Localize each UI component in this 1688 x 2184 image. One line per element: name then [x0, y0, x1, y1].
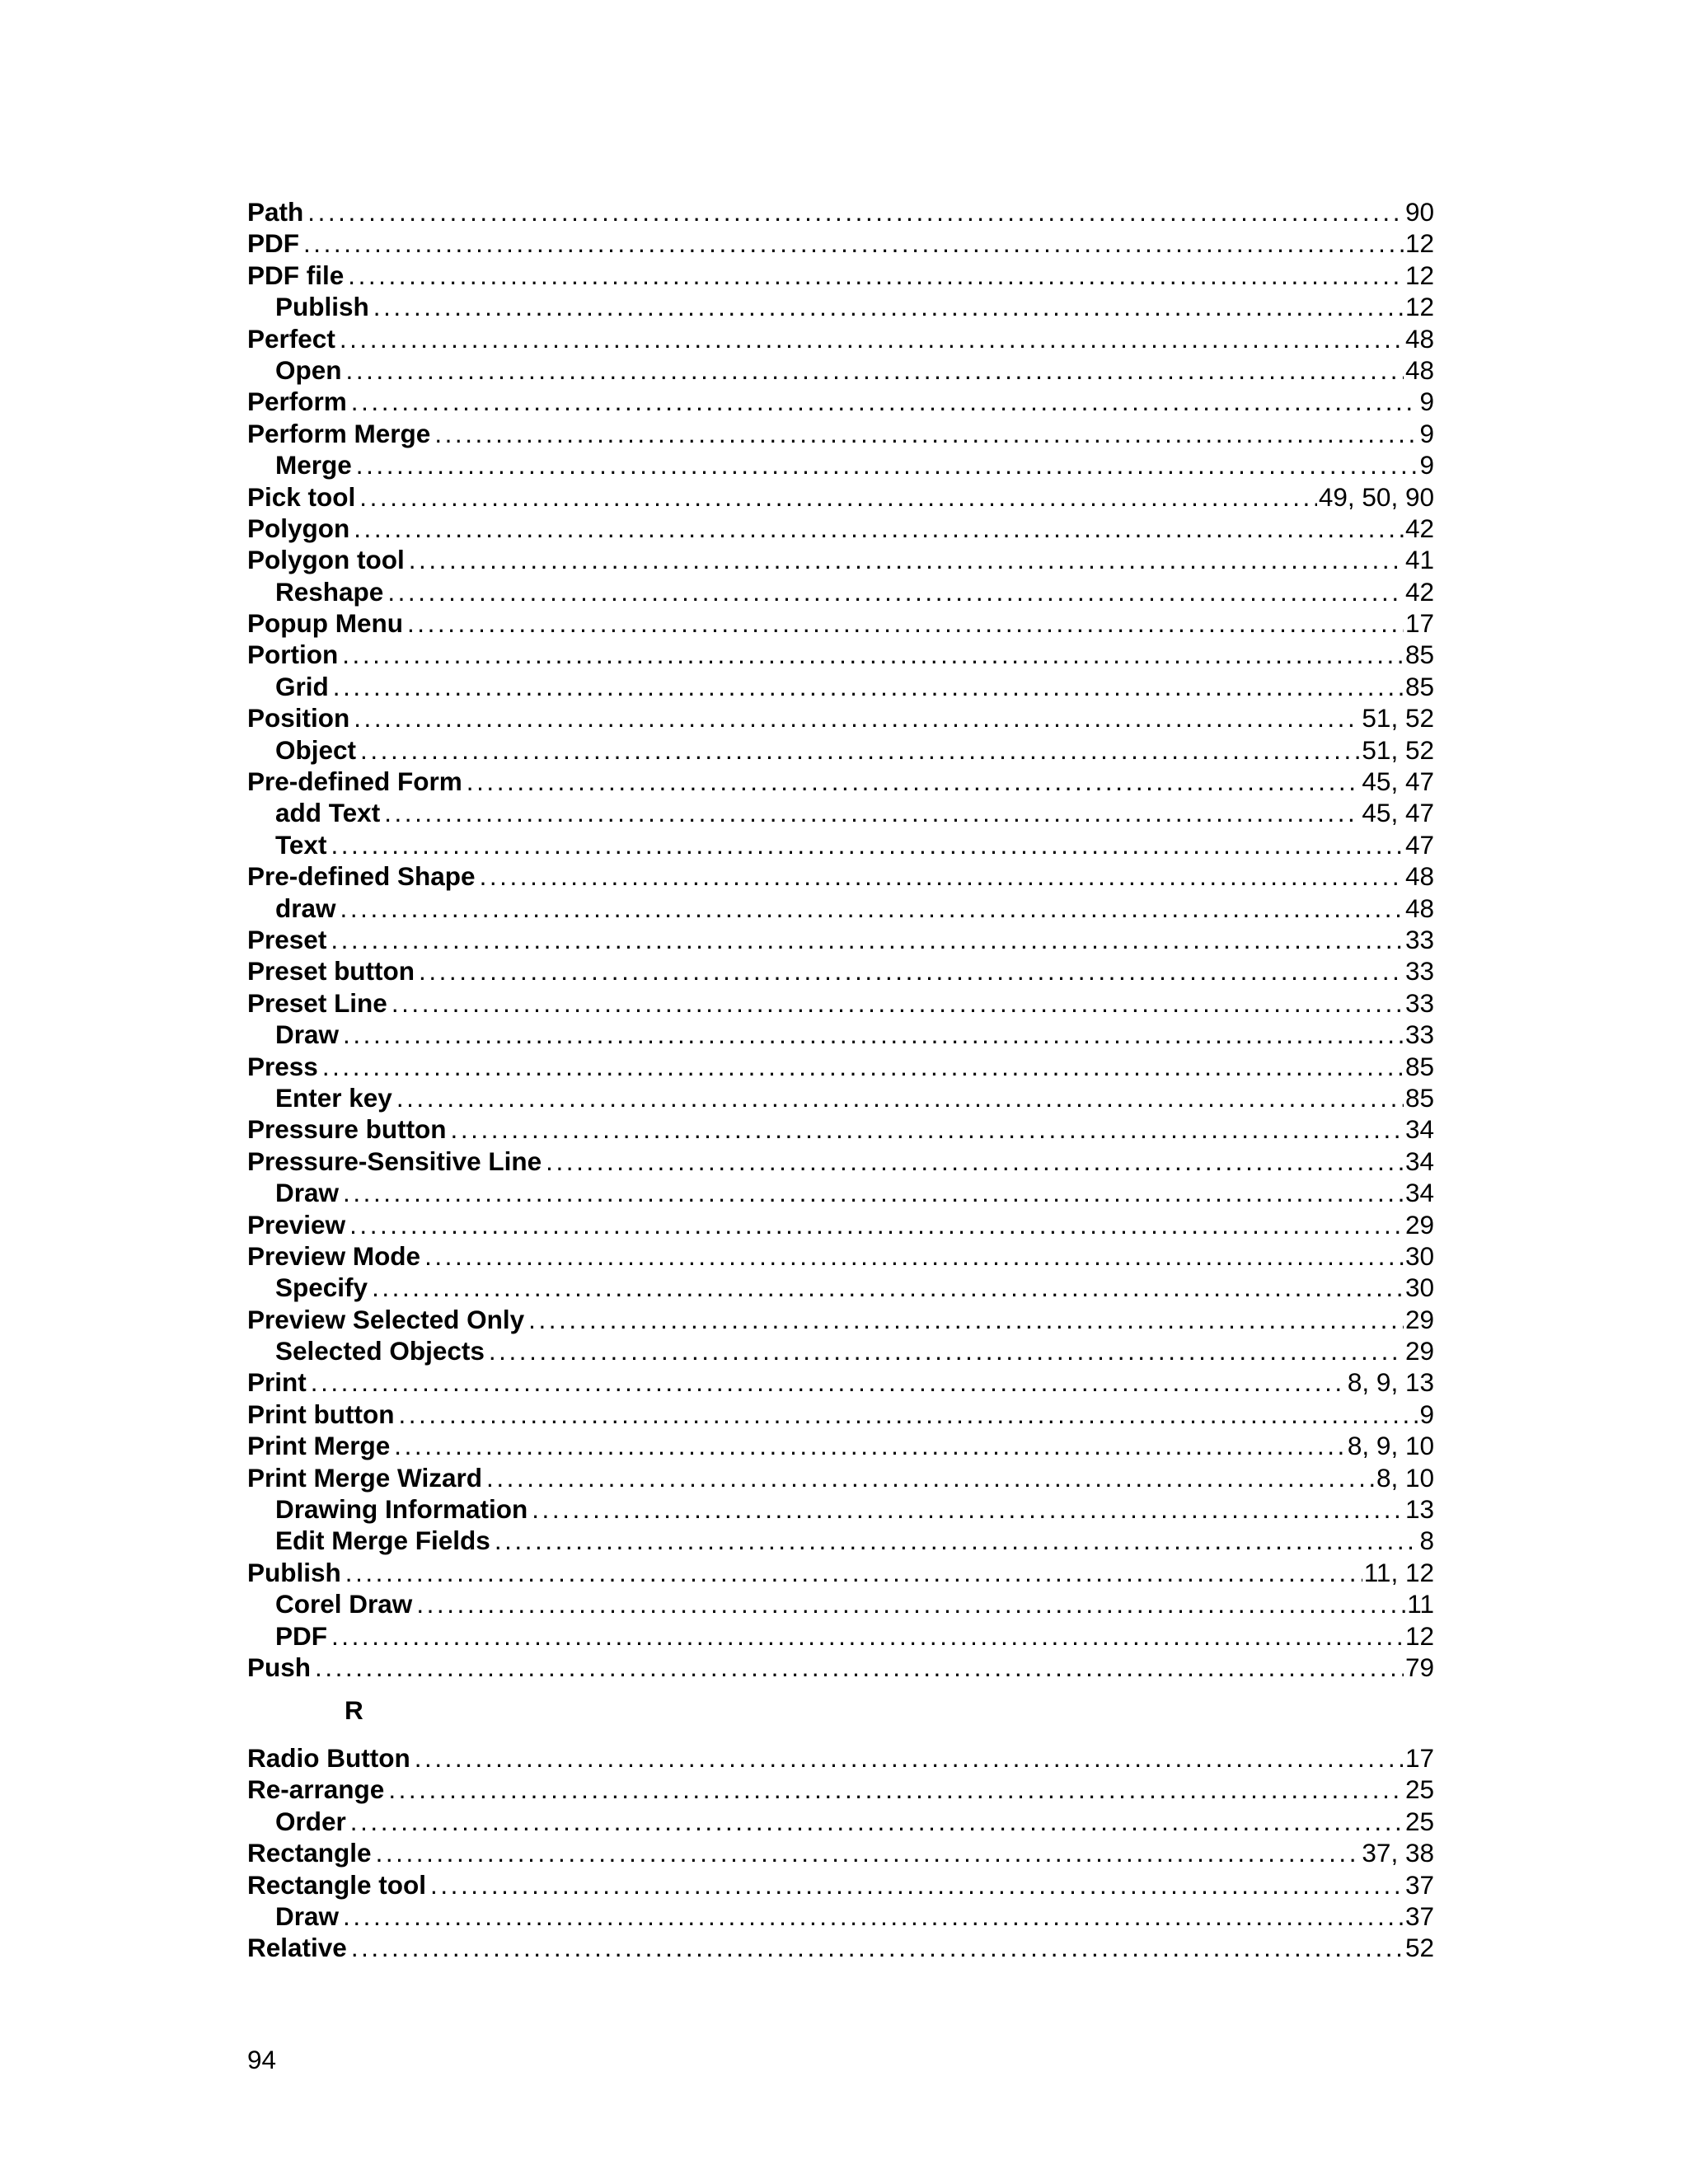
index-page-refs: 85 [1404, 671, 1434, 701]
index-term: Edit Merge Fields [275, 1526, 490, 1556]
dot-leader [331, 924, 1404, 955]
index-term: Drawing Information [275, 1494, 528, 1525]
index-term: Preview Selected Only [247, 1304, 525, 1334]
index-term: Popup Menu [247, 608, 403, 639]
dot-leader [351, 1932, 1404, 1963]
index-term: Draw [275, 1900, 340, 1931]
index-entry [247, 1366, 1434, 1398]
index-entry [247, 1051, 1434, 1082]
index-entry [247, 513, 1434, 544]
index-term: Relative [247, 1933, 347, 1963]
dot-leader [331, 1620, 1404, 1652]
index-term: Selected Objects [275, 1336, 485, 1366]
index-subentry [247, 1335, 1434, 1366]
dot-leader [416, 1588, 1405, 1619]
index-entry [247, 1430, 1434, 1461]
dot-leader [360, 734, 1360, 766]
index-entry [247, 1209, 1434, 1240]
index-term: Preset [247, 924, 327, 954]
index-entry [247, 1869, 1434, 1900]
dot-leader [350, 1806, 1404, 1837]
index-term: Polygon tool [247, 545, 405, 575]
dot-leader [351, 386, 1418, 417]
dot-leader [396, 1082, 1404, 1113]
index-term: add Text [275, 798, 381, 828]
index-entry [247, 481, 1434, 513]
index-entry [247, 1742, 1434, 1774]
index-term: Perform [247, 387, 347, 417]
dot-leader [419, 955, 1404, 987]
index-page-refs: 48 [1404, 323, 1434, 354]
index-page-refs: 51, 52 [1362, 703, 1434, 733]
index-page-refs: 33 [1404, 987, 1434, 1018]
dot-leader [311, 1366, 1346, 1398]
index-page-refs: 48 [1404, 893, 1434, 923]
index-term: Specify [275, 1272, 368, 1303]
index-page-refs: 12 [1404, 1620, 1434, 1651]
index-entry [247, 1462, 1434, 1493]
index-entry [247, 639, 1434, 670]
index-term: Rectangle tool [247, 1869, 427, 1900]
dot-leader [343, 1177, 1404, 1208]
index-page-refs: 90 [1404, 197, 1434, 227]
index-term: Preset button [247, 956, 415, 987]
index-subentry [247, 1525, 1434, 1556]
index-page-refs: 42 [1404, 576, 1434, 607]
index-page-refs: 51, 52 [1362, 734, 1434, 765]
index-entry [247, 1652, 1434, 1683]
index-page-refs: 47 [1404, 829, 1434, 860]
dot-leader [528, 1304, 1404, 1335]
dot-leader [398, 1399, 1418, 1430]
dot-leader [348, 260, 1404, 291]
index-subentry [247, 1272, 1434, 1303]
index-list-r [247, 1742, 1434, 1964]
index-page-refs: 11 [1407, 1589, 1434, 1619]
index-page-refs: 29 [1404, 1209, 1434, 1240]
index-term: Polygon [247, 513, 350, 543]
dot-leader [356, 449, 1418, 480]
dot-leader [343, 1900, 1404, 1932]
index-term: Print [247, 1367, 307, 1398]
index-page-refs: 9 [1419, 418, 1434, 448]
index-subentry [247, 893, 1434, 924]
dot-leader [343, 1019, 1404, 1050]
index-entry [247, 1557, 1434, 1588]
index-entry [247, 924, 1434, 955]
index-entry [247, 1774, 1434, 1805]
index-entry [247, 1837, 1434, 1868]
index-list-p [247, 196, 1434, 1683]
index-term: Corel Draw [275, 1589, 413, 1619]
index-term: Press [247, 1051, 318, 1081]
index-page-refs: 37, 38 [1362, 1838, 1434, 1868]
dot-leader [315, 1652, 1404, 1683]
dot-leader [430, 1869, 1404, 1900]
index-term: Print button [247, 1399, 395, 1429]
index-term: Preview Mode [247, 1240, 421, 1271]
dot-leader [451, 1113, 1404, 1145]
dot-leader [532, 1493, 1404, 1525]
index-term: Grid [275, 671, 329, 701]
dot-leader [489, 1335, 1404, 1366]
index-page-refs: 29 [1404, 1304, 1434, 1334]
index-entry [247, 544, 1434, 575]
dot-leader [415, 1742, 1404, 1774]
index-page-refs: 33 [1404, 956, 1434, 987]
dot-leader [409, 544, 1404, 575]
index-page-refs: 45, 47 [1362, 798, 1434, 828]
index-term: Pre-defined Form [247, 766, 462, 797]
dot-leader [480, 860, 1404, 892]
index-subentry [247, 576, 1434, 607]
index-page-refs: 37 [1404, 1869, 1434, 1900]
index-term: Order [275, 1806, 346, 1836]
index-term: Pre-defined Shape [247, 861, 476, 892]
index-subentry [247, 1620, 1434, 1652]
index-term: Reshape [275, 576, 384, 607]
index-term: Perform Merge [247, 418, 431, 448]
index-term: Open [275, 354, 342, 385]
index-term: Perfect [247, 323, 335, 354]
index-page-refs: 25 [1404, 1806, 1434, 1836]
dot-leader [372, 1272, 1404, 1303]
index-page-refs: 85 [1404, 1051, 1434, 1081]
index-term: Re-arrange [247, 1774, 385, 1805]
dot-leader [333, 671, 1404, 702]
dot-leader [373, 291, 1404, 322]
index-term: Print Merge [247, 1431, 391, 1461]
dot-leader [346, 354, 1404, 386]
index-page-refs: 33 [1404, 1019, 1434, 1050]
dot-leader [486, 1462, 1375, 1493]
dot-leader [354, 513, 1404, 544]
index-term: Path [247, 197, 304, 227]
index-page-refs: 17 [1404, 608, 1434, 639]
index-subentry [247, 1019, 1434, 1050]
index-page-refs: 30 [1404, 1272, 1434, 1303]
dot-leader [342, 639, 1404, 670]
dot-leader [359, 481, 1317, 513]
index-subentry [247, 1082, 1434, 1113]
index-term: Draw [275, 1178, 340, 1208]
index-subentry [247, 1493, 1434, 1525]
index-subentry [247, 1806, 1434, 1837]
index-term: Publish [275, 292, 369, 322]
index-entry [247, 386, 1434, 417]
index-subentry [247, 1177, 1434, 1208]
index-term: Pressure-Sensitive Line [247, 1146, 542, 1176]
index-page-refs: 25 [1404, 1774, 1434, 1805]
index-page-refs: 9 [1419, 387, 1434, 417]
dot-leader [387, 576, 1404, 607]
index-page-refs: 79 [1404, 1652, 1434, 1682]
index-page-refs: 34 [1404, 1114, 1434, 1145]
index-subentry [247, 1900, 1434, 1932]
index-subentry [247, 449, 1434, 480]
index-term: Preview [247, 1209, 346, 1240]
index-entry [247, 860, 1434, 892]
index-subentry [247, 797, 1434, 828]
index-entry [247, 1113, 1434, 1145]
index-term: PDF [247, 228, 299, 259]
dot-leader [376, 1837, 1361, 1868]
dot-leader [307, 196, 1404, 227]
index-subentry [247, 671, 1434, 702]
index-page-refs: 85 [1404, 640, 1434, 670]
index-entry [247, 1304, 1434, 1335]
dot-leader [467, 766, 1361, 797]
index-entry [247, 1146, 1434, 1177]
dot-leader [303, 227, 1404, 259]
dot-leader [331, 829, 1404, 860]
index-entry [247, 1932, 1434, 1963]
dot-leader [424, 1240, 1404, 1272]
index-term: Preset Line [247, 987, 387, 1018]
index-term: Publish [247, 1557, 341, 1587]
dot-leader [392, 987, 1404, 1019]
index-page-refs: 42 [1404, 513, 1434, 543]
index-term: Position [247, 703, 350, 733]
index-page-refs: 34 [1404, 1146, 1434, 1176]
index-subentry [247, 291, 1434, 322]
index-term: Enter key [275, 1082, 392, 1113]
dot-leader [384, 797, 1360, 828]
dot-leader [354, 702, 1360, 733]
index-page-refs: 9 [1419, 450, 1434, 480]
dot-leader [434, 418, 1418, 449]
index-entry [247, 418, 1434, 449]
index-page-refs: 33 [1404, 924, 1434, 954]
index-page-refs: 29 [1404, 1336, 1434, 1366]
index-page-refs: 37 [1404, 1900, 1434, 1931]
index-page-refs: 45, 47 [1362, 766, 1434, 797]
dot-leader [388, 1774, 1404, 1805]
index-entry [247, 702, 1434, 733]
index-page-refs: 49, 50, 90 [1318, 481, 1434, 512]
index-page-refs: 85 [1404, 1082, 1434, 1113]
index-page-refs: 8, 10 [1376, 1462, 1434, 1493]
index-page-refs: 11, 12 [1363, 1557, 1434, 1587]
index-term: draw [275, 893, 336, 923]
index-term: Pressure button [247, 1114, 447, 1145]
index-subentry [247, 829, 1434, 860]
dot-leader [394, 1430, 1346, 1461]
index-subentry [247, 1588, 1434, 1619]
dot-leader [340, 893, 1404, 924]
index-entry [247, 196, 1434, 227]
index-entry [247, 607, 1434, 639]
section-letter-heading: R [345, 1695, 363, 1725]
index-entry [247, 766, 1434, 797]
index-term: Push [247, 1652, 312, 1682]
dot-leader [495, 1525, 1418, 1556]
index-term: Pick tool [247, 481, 356, 512]
dot-leader [340, 323, 1404, 354]
index-page-refs: 30 [1404, 1240, 1434, 1271]
index-entry [247, 955, 1434, 987]
index-page-refs: 9 [1419, 1399, 1434, 1429]
index-page-refs: 52 [1404, 1933, 1434, 1963]
dot-leader [322, 1051, 1404, 1082]
index-term: PDF file [247, 260, 345, 290]
index-page-refs: 12 [1404, 228, 1434, 259]
index-entry [247, 260, 1434, 291]
dot-leader [407, 607, 1404, 639]
index-term: Text [275, 829, 327, 860]
index-term: Print Merge Wizard [247, 1462, 483, 1493]
index-page-refs: 17 [1404, 1743, 1434, 1773]
index-term: Radio Button [247, 1743, 410, 1773]
index-entry [247, 323, 1434, 354]
index-term: Draw [275, 1019, 340, 1050]
dot-leader [345, 1557, 1362, 1588]
index-term: PDF [275, 1620, 327, 1651]
index-entry [247, 227, 1434, 259]
index-page-refs: 34 [1404, 1178, 1434, 1208]
index-page-refs: 48 [1404, 861, 1434, 892]
index-page-refs: 48 [1404, 354, 1434, 385]
dot-leader [349, 1209, 1404, 1240]
page-number: 94 [247, 2045, 277, 2074]
index-term: Portion [247, 640, 339, 670]
index-term: Object [275, 734, 357, 765]
index-subentry [247, 354, 1434, 386]
index-entry [247, 1399, 1434, 1430]
index-term: Merge [275, 450, 352, 480]
dot-leader [546, 1146, 1404, 1177]
index-page-refs: 12 [1404, 292, 1434, 322]
index-entry [247, 987, 1434, 1019]
index-page-refs: 12 [1404, 260, 1434, 290]
index-page-refs: 8, 9, 13 [1347, 1367, 1434, 1398]
index-page-refs: 13 [1404, 1494, 1434, 1525]
index-subentry [247, 734, 1434, 766]
index-page-refs: 8 [1419, 1526, 1434, 1556]
index-term: Rectangle [247, 1838, 372, 1868]
index-page-refs: 8, 9, 10 [1347, 1431, 1434, 1461]
index-entry [247, 1240, 1434, 1272]
index-page-refs: 41 [1404, 545, 1434, 575]
